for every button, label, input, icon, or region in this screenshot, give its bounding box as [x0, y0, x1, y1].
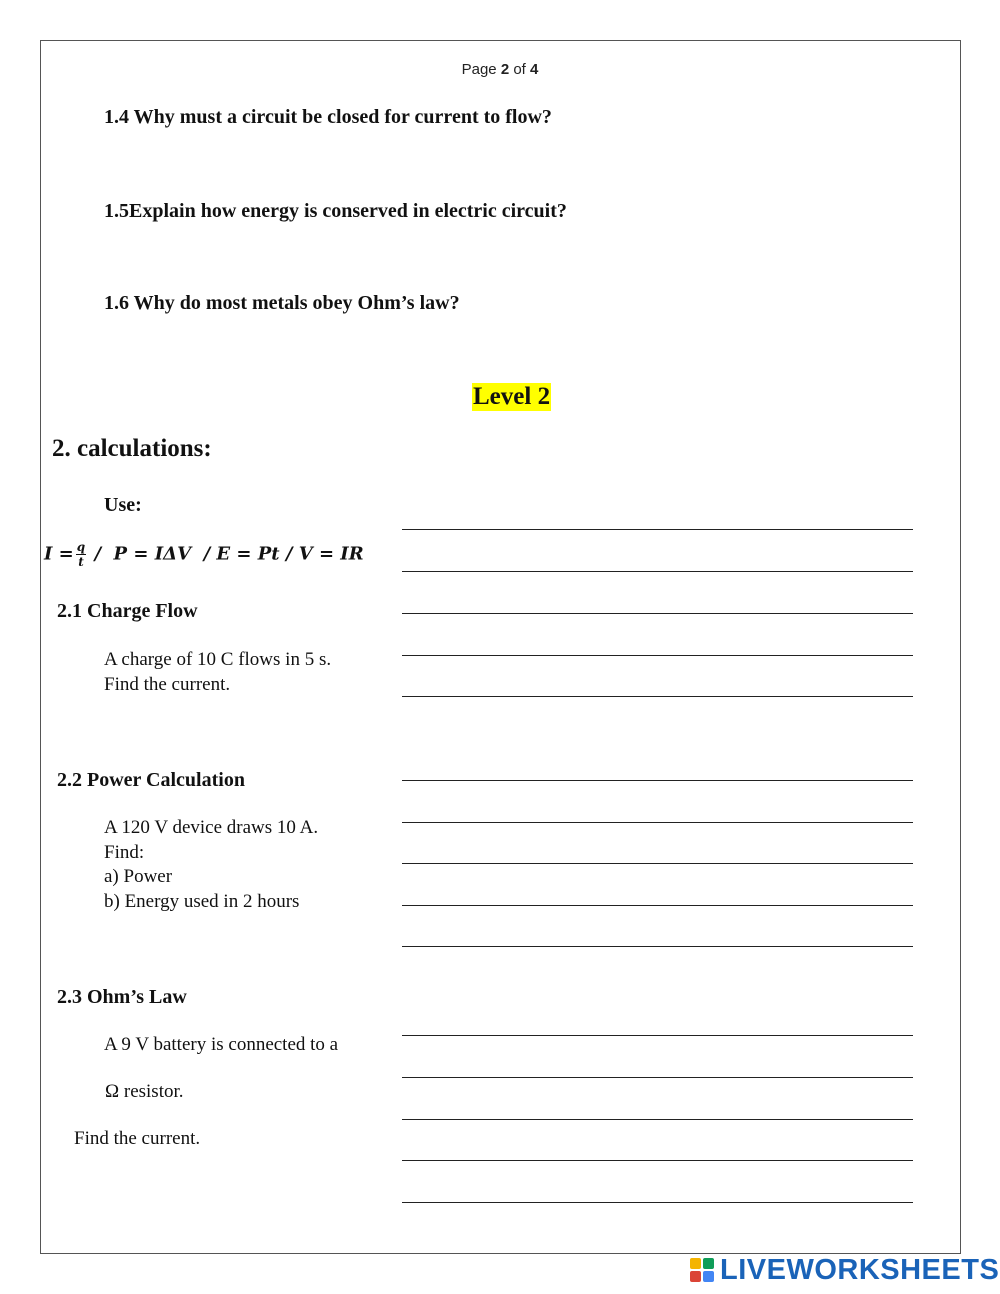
problem-2-1-text: A charge of 10 C flows in 5 s. Find the current.: [104, 649, 332, 695]
liveworksheets-logo[interactable]: [690, 1253, 1000, 1286]
problem-title-2-2: 2.2 Power Calculation: [57, 769, 245, 791]
answer-line[interactable]: [402, 863, 913, 864]
answer-line[interactable]: [402, 946, 913, 947]
problem-title-2-1: 2.1 Charge Flow: [57, 600, 198, 622]
answer-line[interactable]: [402, 1035, 913, 1036]
answer-line[interactable]: [402, 696, 913, 697]
formula-line: I = $\frac{q}{t}$ / P = IΔV / E = Pt / V = IR: [44, 540, 364, 569]
liveworksheets-icon: [690, 1258, 714, 1282]
answer-line[interactable]: [402, 905, 913, 906]
answer-line[interactable]: [402, 1202, 913, 1203]
fraction-q-over-t: $\frac{q}{t}$: [76, 540, 86, 569]
answer-line[interactable]: [402, 780, 913, 781]
answer-line[interactable]: [402, 1119, 913, 1120]
problem-title-2-3: 2.3 Ohm’s Law: [57, 986, 187, 1008]
answer-line[interactable]: [402, 655, 913, 656]
answer-line[interactable]: [402, 529, 913, 530]
question-1-5: 1.5Explain how energy is conserved in electric circuit?: [104, 200, 567, 222]
problem-2-3-line-1: A 9 V battery is connected to a: [104, 1034, 339, 1055]
use-label: Use:: [104, 494, 142, 516]
level-label: Level 2: [473, 383, 551, 410]
problem-2-3-line-3: Find the current.: [74, 1128, 201, 1149]
problem-2-3-line-2: Ω resistor.: [105, 1081, 184, 1102]
page-number: Page 2 of 4: [461, 61, 539, 78]
question-1-4: 1.4 Why must a circuit be closed for current to flow?: [104, 106, 552, 128]
answer-line[interactable]: [402, 1160, 913, 1161]
answer-line[interactable]: [402, 1077, 913, 1078]
section-title: 2. calculations:: [52, 435, 212, 462]
brand-name: LIVEWORKSHEETS: [720, 1253, 1000, 1286]
problem-2-2-text: A 120 V device draws 10 A. Find: a) Power b) Energy used in 2 hours: [104, 817, 319, 912]
answer-line[interactable]: [402, 571, 913, 572]
answer-line[interactable]: [402, 822, 913, 823]
question-1-6: 1.6 Why do most metals obey Ohm’s law?: [104, 292, 460, 314]
answer-line[interactable]: [402, 613, 913, 614]
